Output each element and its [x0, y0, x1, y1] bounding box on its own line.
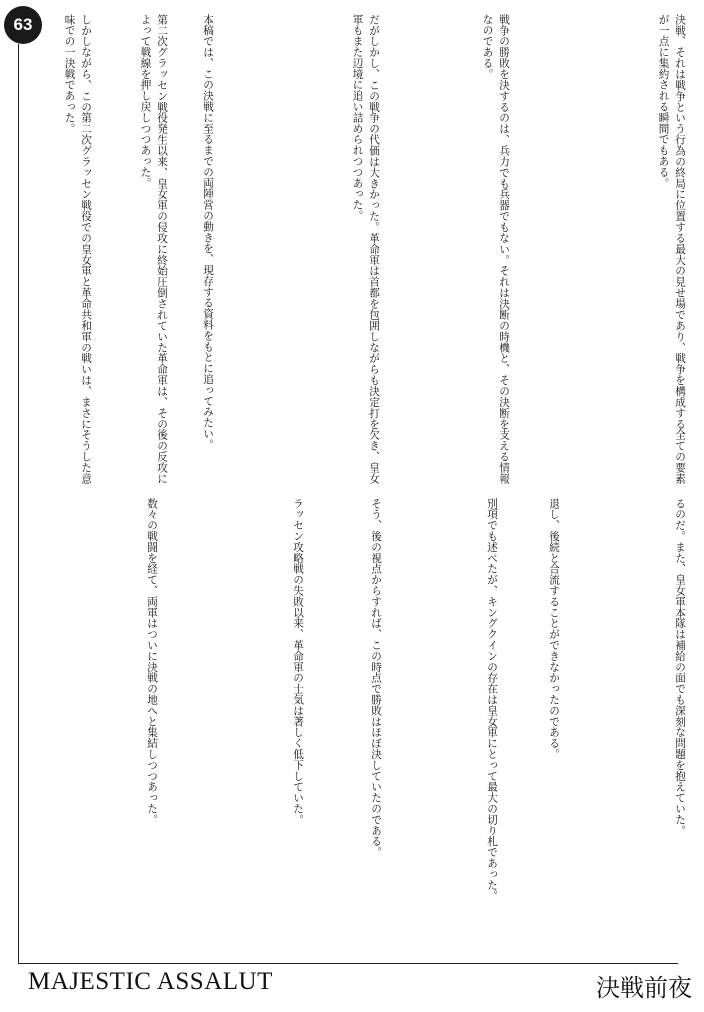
body-text-mid-5: ラッセン攻略戦の失敗以来、革命軍の士気は著しく低下していた。 [292, 498, 304, 825]
body-text-top-5: 第二次グラッセン戦役発生以来、皇女軍の侵攻に終始圧倒されていた革命軍は、その後の反攻によって戦線を押し戻しつつあった。 [139, 14, 168, 484]
body-text-top-6: しかしながら、この第二次グラッセン戦役での皇女軍と革命共和軍の戦いは、まさにそうした意味での一決戦であった。 [63, 14, 92, 484]
page-frame-bottom-rule [18, 963, 678, 964]
body-text-top-2: 戦争の勝敗を決するのは、兵力でも兵器でもない。それは決断の時機と、その決断を支える情報なのである。 [481, 14, 510, 484]
body-text-mid-3: 別項でも述べたが、キングクインの存在は皇女軍にとって最大の切り札であった。 [486, 498, 498, 902]
body-text-mid-4: そう、後の視点からすれば、この時点で勝敗はほぼ決していたのである。 [370, 498, 382, 858]
body-text-mid-6: 数々の戦闘を経て、両軍はついに決戦の地へと集結しつつあった。 [146, 498, 158, 825]
body-text-mid-2: 退し、後続と合流することができなかったのである。 [548, 498, 560, 760]
footer-book-title: MAJESTIC ASSALUT [28, 968, 273, 995]
body-text-mid-1: るのだ。また、皇女軍本隊は補給の面でも深刻な問題を抱えていた。 [674, 498, 686, 836]
body-text-top-4: 本稿では、この決戦に至るまでの両陣営の動きを、現存する資料をもとに追ってみたい。 [202, 14, 214, 450]
body-text-top-3: だがしかし、この戦争の代価は大きかった。革命軍は首都を包囲しながらも決定打を欠き、皇女軍もまた辺境に追い詰められつつあった。 [351, 14, 380, 484]
footer-section-title: 決戦前夜 [596, 974, 692, 1002]
body-text-top-1: 決戦、それは戦争という行為の終局に位置する最大の見せ場であり、戦争を構成する全ての要素が一点に集約される瞬間でもある。 [657, 14, 686, 484]
page-number: 63 [13, 15, 33, 34]
